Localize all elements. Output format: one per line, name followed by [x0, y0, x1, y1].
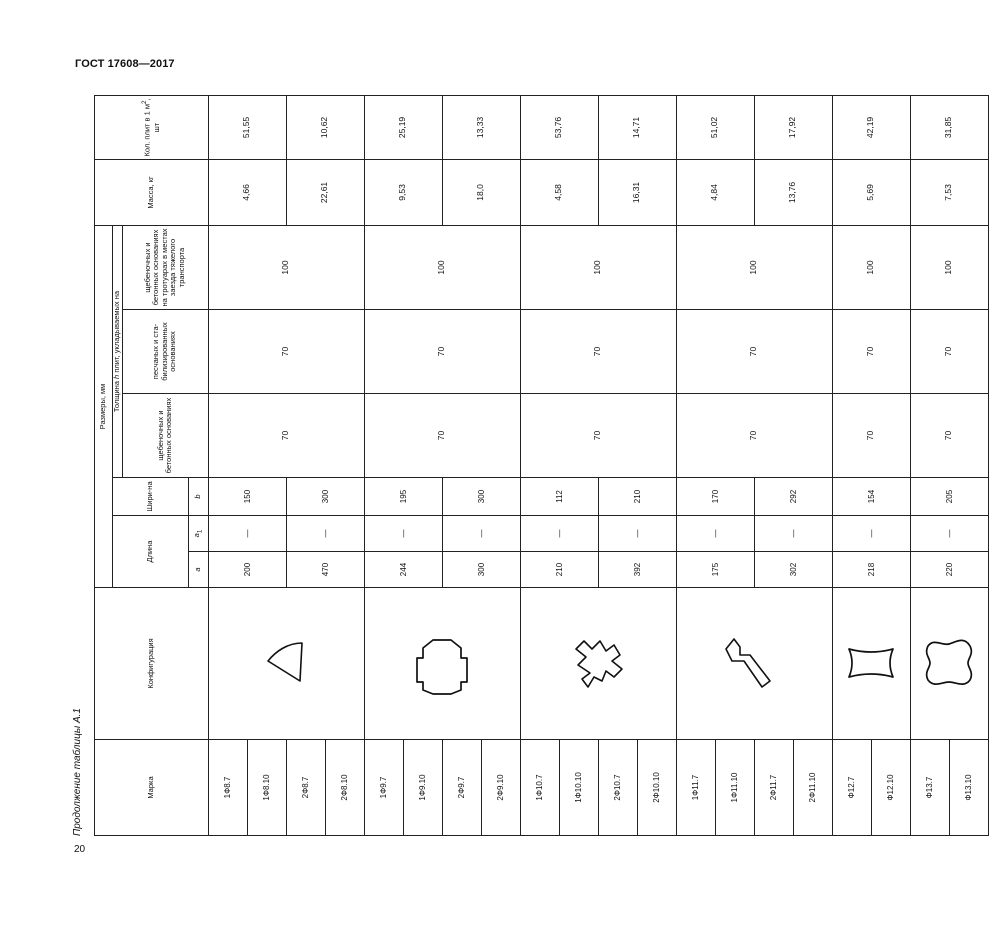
- count-value: 31,85: [910, 95, 988, 159]
- t3-value: 100: [520, 225, 676, 309]
- marka-header: Марка: [95, 740, 209, 836]
- octagon-notched-shape: [364, 588, 520, 740]
- b-value: 292: [754, 478, 832, 516]
- mass-value: 5,69: [832, 159, 910, 225]
- mass-value: 22,61: [286, 159, 364, 225]
- b-letter: b: [192, 494, 202, 499]
- wavy-shape: [910, 588, 988, 740]
- a1-letter: a: [191, 533, 201, 538]
- count-header-unit: , шт: [142, 98, 161, 133]
- count-value: 51,55: [208, 95, 286, 159]
- a-header: [188, 552, 208, 588]
- mark-cell: Ф12.10: [871, 740, 910, 836]
- thickness-header: [113, 225, 123, 477]
- mark-cell: 1Ф8.10: [247, 740, 286, 836]
- mark-cell: 2Ф10.10: [637, 740, 676, 836]
- mass-value: 4,58: [520, 159, 598, 225]
- a-value: 200: [208, 552, 286, 588]
- b-value: 300: [286, 478, 364, 516]
- mass-value: 4,84: [676, 159, 754, 225]
- a-value: 392: [598, 552, 676, 588]
- a1-value: —: [364, 516, 442, 552]
- t3-value: 100: [910, 225, 988, 309]
- b-value: 154: [832, 478, 910, 516]
- t2-value: 70: [520, 310, 676, 394]
- mark-cell: 1Ф9.7: [364, 740, 403, 836]
- t1-value: 70: [910, 394, 988, 478]
- b-header: [188, 478, 208, 516]
- a-value: 244: [364, 552, 442, 588]
- count-value: 13,33: [442, 95, 520, 159]
- a1-value: —: [442, 516, 520, 552]
- t1-value: 70: [208, 394, 364, 478]
- b-value: 195: [364, 478, 442, 516]
- a-value: 302: [754, 552, 832, 588]
- t3-header: щебеночных и бетонных основаниях на тротуарах в местах заезда тяжелого транспорта: [122, 225, 208, 309]
- mark-cell: Ф12.7: [832, 740, 871, 836]
- table-caption: Продолжение таблицы А.1: [72, 708, 83, 836]
- cross-zigzag-shape: [520, 588, 676, 740]
- b-value: 112: [520, 478, 598, 516]
- a-value: 175: [676, 552, 754, 588]
- t2-header: песчаных и ста-билизированных основаниях: [122, 310, 208, 394]
- a1-value: —: [832, 516, 910, 552]
- mark-cell: 1Ф8.7: [208, 740, 247, 836]
- a1-header: [188, 516, 208, 552]
- mass-value: 13,76: [754, 159, 832, 225]
- length-header: Длина: [113, 516, 189, 588]
- mark-cell: Ф13.7: [910, 740, 949, 836]
- a-value: 300: [442, 552, 520, 588]
- count-value: 42,19: [832, 95, 910, 159]
- a1-value: —: [286, 516, 364, 552]
- a-value: 220: [910, 552, 988, 588]
- t2-value: 70: [676, 310, 832, 394]
- mass-value: 9,53: [364, 159, 442, 225]
- mark-cell: 1Ф11.7: [676, 740, 715, 836]
- rotated-table-block: [72, 96, 974, 836]
- mass-value: 4,66: [208, 159, 286, 225]
- config-header: Конфигурация: [95, 588, 209, 740]
- mass-header: Масса, кг: [95, 159, 209, 225]
- mass-value: 16,31: [598, 159, 676, 225]
- a1-sub: 1: [196, 529, 204, 534]
- mark-cell: 2Ф8.10: [325, 740, 364, 836]
- mark-cell: 2Ф10.7: [598, 740, 637, 836]
- page-number: 20: [74, 844, 86, 855]
- a1-value: —: [676, 516, 754, 552]
- mark-cell: 2Ф8.7: [286, 740, 325, 836]
- t1-value: 70: [832, 394, 910, 478]
- thickness-header-pre: Толщина: [112, 378, 121, 413]
- t2-value: 70: [208, 310, 364, 394]
- t1-value: 70: [364, 394, 520, 478]
- count-value: 17,92: [754, 95, 832, 159]
- mark-cell: Ф13.10: [949, 740, 988, 836]
- a-value: 470: [286, 552, 364, 588]
- mark-cell: 1Ф11.10: [715, 740, 754, 836]
- count-value: 10,62: [286, 95, 364, 159]
- t3-value: 100: [832, 225, 910, 309]
- count-header: [95, 95, 209, 159]
- t2-value: 70: [832, 310, 910, 394]
- mark-cell: 1Ф9.10: [403, 740, 442, 836]
- mark-cell: 2Ф11.10: [793, 740, 832, 836]
- b-value: 150: [208, 478, 286, 516]
- a-value: 218: [832, 552, 910, 588]
- thickness-header-h: h: [112, 374, 121, 379]
- mark-cell: 2Ф9.10: [481, 740, 520, 836]
- count-value: 14,71: [598, 95, 676, 159]
- t2-value: 70: [910, 310, 988, 394]
- a-value: 210: [520, 552, 598, 588]
- t1-value: 70: [520, 394, 676, 478]
- a1-value: —: [598, 516, 676, 552]
- a1-value: —: [910, 516, 988, 552]
- t3-value: 100: [208, 225, 364, 309]
- width-header: Шири-на: [113, 478, 189, 516]
- t3-value: 100: [676, 225, 832, 309]
- sizes-header: Размеры, мм: [95, 225, 113, 587]
- b-value: 170: [676, 478, 754, 516]
- t3-value: 100: [364, 225, 520, 309]
- a-letter: a: [192, 567, 202, 572]
- t2-value: 70: [364, 310, 520, 394]
- a1-value: —: [520, 516, 598, 552]
- mass-value: 18,0: [442, 159, 520, 225]
- mark-cell: 2Ф11.7: [754, 740, 793, 836]
- b-value: 300: [442, 478, 520, 516]
- thickness-header-post: плит, укладываемых на: [112, 290, 121, 375]
- a1-value: —: [754, 516, 832, 552]
- count-header-sup: 2: [141, 100, 149, 104]
- t1-value: 70: [676, 394, 832, 478]
- b-value: 205: [910, 478, 988, 516]
- t1-header: щебеночных и бетонных основаниях: [122, 394, 208, 478]
- count-value: 53,76: [520, 95, 598, 159]
- mark-cell: 2Ф9.7: [442, 740, 481, 836]
- standard-header: ГОСТ 17608—2017: [75, 58, 175, 70]
- fan-shape: [208, 588, 364, 740]
- mark-cell: 1Ф10.7: [520, 740, 559, 836]
- mass-value: 7,53: [910, 159, 988, 225]
- b-value: 210: [598, 478, 676, 516]
- count-value: 25,19: [364, 95, 442, 159]
- slab-table: [94, 95, 989, 836]
- concave-rect-shape: [832, 588, 910, 740]
- count-value: 51,02: [676, 95, 754, 159]
- count-header-text: Кол. плит в 1 м: [142, 103, 152, 157]
- mark-cell: 1Ф10.10: [559, 740, 598, 836]
- a1-value: —: [208, 516, 286, 552]
- z-bar-shape: [676, 588, 832, 740]
